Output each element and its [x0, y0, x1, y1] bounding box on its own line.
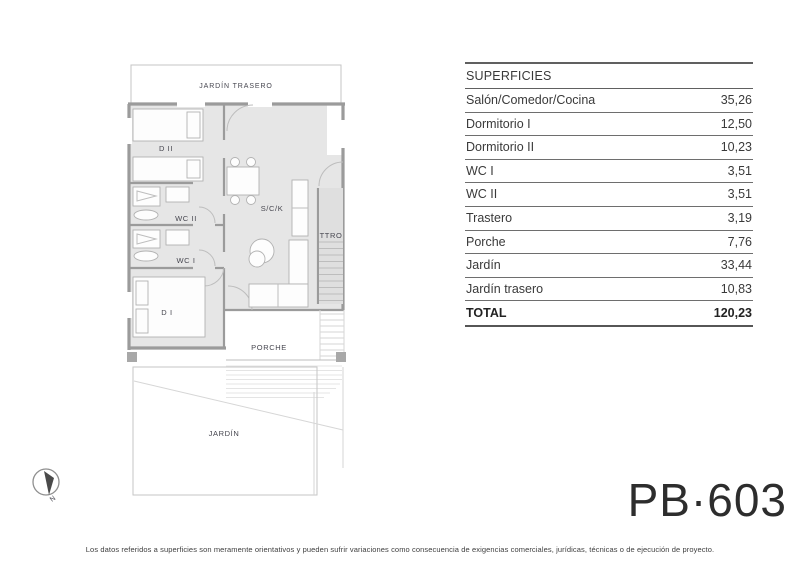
living-label: S/C/K	[260, 204, 284, 213]
table-row	[465, 278, 753, 302]
garden-label: JARDÍN	[208, 429, 240, 438]
garden-area	[133, 367, 343, 495]
toilet-icon	[166, 187, 189, 202]
storage-stairs	[319, 188, 343, 304]
table-row	[465, 160, 753, 184]
chair-icon	[231, 158, 240, 167]
row-value: 7,76	[727, 234, 752, 249]
row-label: Dormitorio I	[466, 116, 531, 131]
surfaces-table-header: SUPERFICIES	[465, 64, 753, 89]
chair-icon	[231, 196, 240, 205]
porch-area	[127, 352, 346, 362]
row-label: Jardín	[466, 258, 501, 273]
chair-icon	[247, 196, 256, 205]
row-label: Porche	[466, 234, 506, 249]
chair-icon	[247, 158, 256, 167]
table-row	[465, 89, 753, 113]
garden-back-label: JARDÍN TRASERO	[199, 83, 273, 90]
north-compass-icon	[33, 469, 59, 504]
row-label: Salón/Comedor/Cocina	[466, 93, 596, 107]
table-row	[465, 136, 753, 160]
dining-table-icon	[227, 167, 259, 195]
row-value: 3,51	[727, 187, 752, 202]
table-row	[465, 207, 753, 231]
row-label: WC II	[466, 187, 498, 202]
row-value: 3,51	[727, 163, 752, 178]
row-value: 3,19	[727, 210, 752, 225]
disclaimer-text: Los datos referidos a superficies son meramente orientativos y pueden sufrir variaciones como consecuencia de exigencias comerciales, jurídicas, técnicas o de ejecución de proyecto.	[85, 545, 715, 554]
garden-back-area	[131, 65, 341, 103]
row-label: Jardín trasero	[466, 281, 544, 296]
bedroom2-label: D II	[158, 144, 174, 153]
porch-label: PORCHE	[251, 343, 287, 352]
unit-code: PB·603	[627, 474, 787, 526]
row-value: 10,83	[720, 281, 752, 296]
surfaces-table	[465, 62, 753, 327]
terrace-hatch	[226, 366, 342, 398]
row-label: Trastero	[466, 210, 513, 225]
kitchen-counter-icon	[289, 240, 308, 284]
wc1-label: WC I	[176, 256, 196, 265]
total-label: TOTAL	[466, 306, 507, 321]
row-value: 12,50	[720, 116, 752, 131]
table-row	[465, 113, 753, 137]
sink-icon	[134, 251, 158, 261]
table-row	[465, 254, 753, 278]
row-value: 33,44	[720, 258, 752, 273]
table-row	[465, 231, 753, 255]
storage-label: TTRO	[319, 231, 343, 240]
sink-icon	[134, 210, 158, 220]
table-total-row	[465, 301, 753, 327]
wc2-label: WC II	[175, 214, 197, 223]
row-value: 35,26	[720, 93, 752, 107]
total-value: 120,23	[713, 306, 752, 321]
table-row	[465, 183, 753, 207]
row-label: Dormitorio II	[466, 140, 535, 155]
north-label: N	[48, 494, 58, 504]
row-label: WC I	[466, 163, 494, 178]
toilet-icon	[166, 230, 189, 245]
row-value: 10,23	[720, 140, 752, 155]
bedroom1-label: D I	[161, 308, 173, 317]
bedroom1-furniture	[133, 277, 205, 337]
